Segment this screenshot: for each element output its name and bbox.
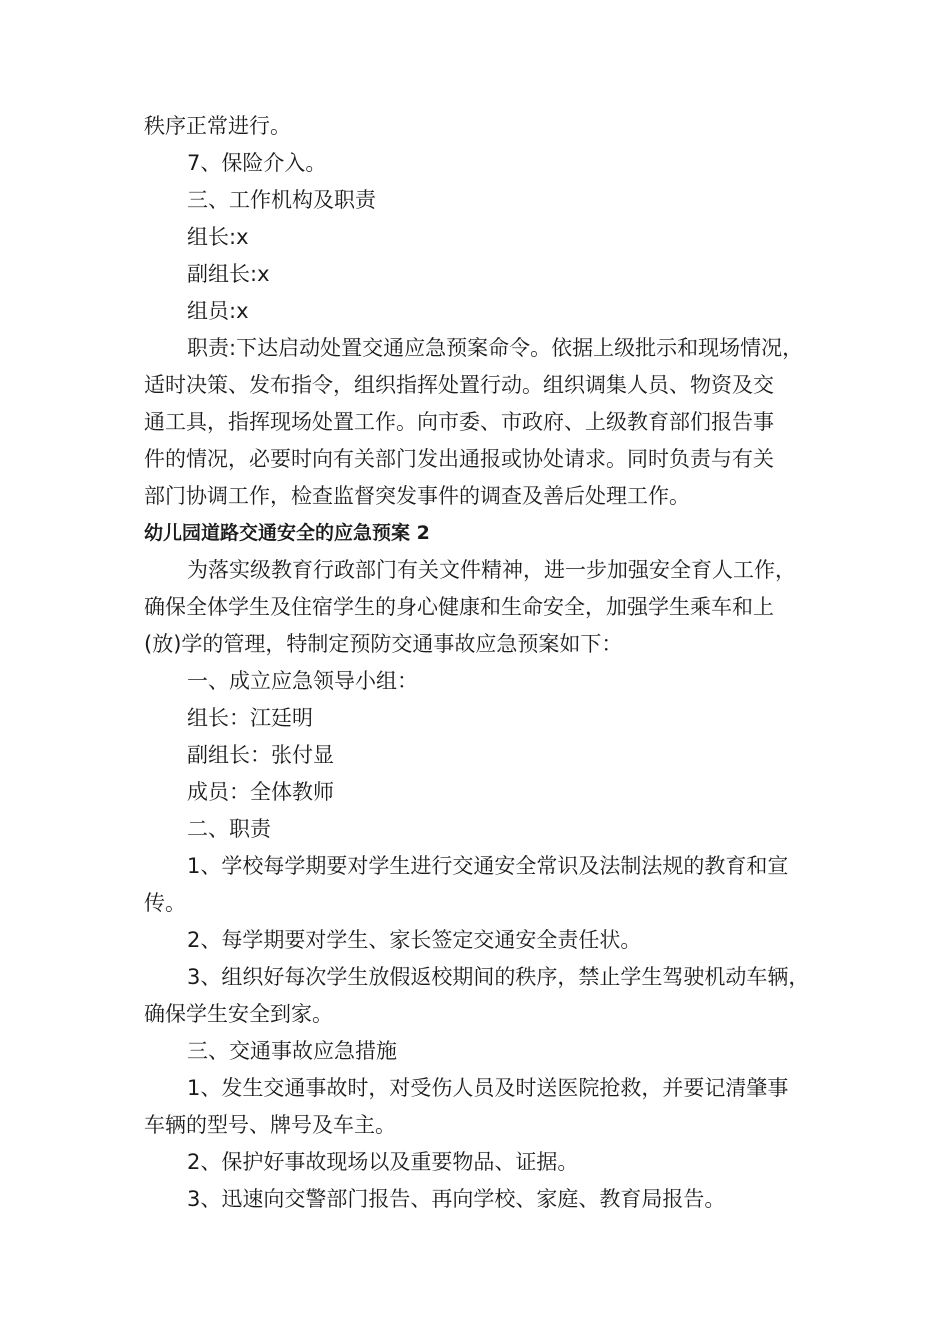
leader-line	[144, 219, 834, 256]
text-line: (放)学的管理，特制定预防交通事故应急预案如下：	[144, 632, 623, 656]
text-line: 职责:下达启动处置交通应急预案命令。依据上级批示和现场情况，	[187, 336, 804, 360]
measure-item-2	[144, 1144, 834, 1181]
text-line: 副组长：张付显	[187, 743, 334, 767]
text-line: 组长：江廷明	[187, 706, 313, 730]
duty-item-2	[144, 922, 834, 959]
paragraph-duties	[144, 330, 834, 515]
paragraph-intro	[144, 552, 834, 663]
section-heading-organization	[144, 182, 834, 219]
text-line: 2、保护好事故现场以及重要物品、证据。	[187, 1150, 579, 1174]
group-members-line	[144, 774, 834, 811]
text-line: 幼儿园道路交通安全的应急预案 2	[144, 522, 430, 544]
text-line: 组员:x	[187, 299, 249, 323]
text-line: 3、组织好每次学生放假返校期间的秩序，禁止学生驾驶机动车辆，	[187, 965, 810, 989]
text-line: 件的情况，必要时向有关部门发出通报或协处请求。同时负责与有关	[144, 447, 774, 471]
text-line: 三、交通事故应急措施	[187, 1039, 397, 1063]
duty-item-1	[144, 848, 834, 922]
text-line: 3、迅速向交警部门报告、再向学校、家庭、教育局报告。	[187, 1187, 726, 1211]
text-line: 副组长:x	[187, 262, 270, 286]
section-heading-leadership-group	[144, 663, 834, 700]
document-body	[144, 108, 834, 1218]
text-line: 秩序正常进行。	[144, 114, 291, 138]
text-line: 三、工作机构及职责	[187, 188, 376, 212]
text-line: 确保全体学生及住宿学生的身心健康和生命安全，加强学生乘车和上	[144, 595, 774, 619]
text-line: 确保学生安全到家。	[144, 1002, 333, 1026]
group-leader-line	[144, 700, 834, 737]
duty-item-3	[144, 959, 834, 1033]
text-line: 7、保险介入。	[187, 151, 327, 175]
text-line: 传。	[144, 891, 186, 915]
paragraph-order-continued	[144, 108, 834, 145]
text-line: 车辆的型号、牌号及车主。	[144, 1113, 396, 1137]
member-line	[144, 293, 834, 330]
text-line: 1、发生交通事故时，对受伤人员及时送医院抢救，并要记清肇事	[187, 1076, 789, 1100]
text-line: 一、成立应急领导小组：	[187, 669, 418, 693]
text-line: 通工具，指挥现场处置工作。向市委、市政府、上级教育部们报告事	[144, 410, 774, 434]
text-line: 二、职责	[187, 817, 271, 841]
section-heading-duties	[144, 811, 834, 848]
section-heading-measures	[144, 1033, 834, 1070]
text-line: 2、每学期要对学生、家长签定交通安全责任状。	[187, 928, 642, 952]
deputy-leader-line	[144, 256, 834, 293]
text-line: 组长:x	[187, 225, 249, 249]
text-line: 适时决策、发布指令，组织指挥处置行动。组织调集人员、物资及交	[144, 373, 774, 397]
text-line: 1、学校每学期要对学生进行交通安全常识及法制法规的教育和宣	[187, 854, 789, 878]
paragraph-insurance	[144, 145, 834, 182]
text-line: 部门协调工作，检查监督突发事件的调查及善后处理工作。	[144, 484, 690, 508]
document-section-title	[144, 515, 834, 552]
text-line: 成员：全体教师	[187, 780, 334, 804]
measure-item-1	[144, 1070, 834, 1144]
group-deputy-line	[144, 737, 834, 774]
text-line: 为落实级教育行政部门有关文件精神，进一步加强安全育人工作，	[187, 558, 796, 582]
measure-item-3	[144, 1181, 834, 1218]
